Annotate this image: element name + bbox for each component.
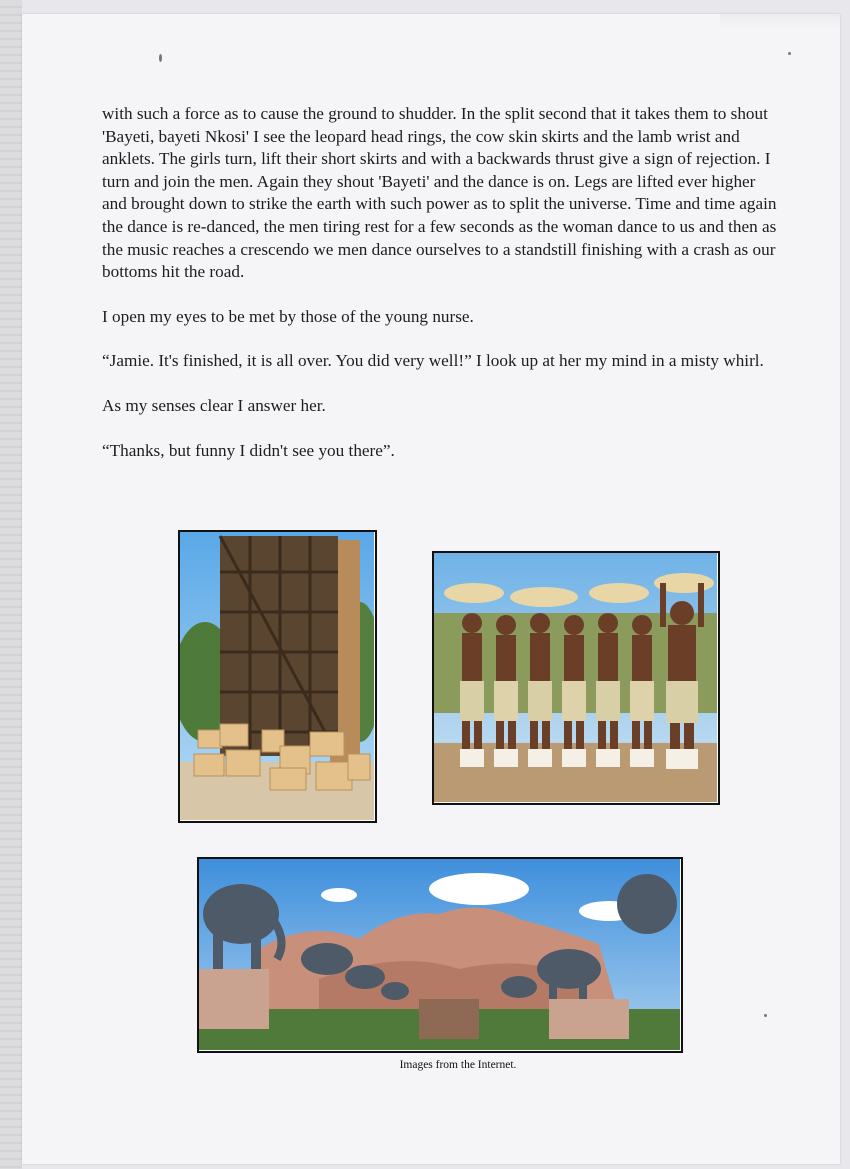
- body-text: [102, 103, 782, 484]
- paragraph-jamie: “Jamie. It's finished, it is all over. You did very well!” I look up at her my mind in a misty whirl.: [102, 351, 764, 371]
- dust-speck: [788, 52, 791, 55]
- scan-edge: [0, 0, 22, 1169]
- photo-elephants: [197, 857, 683, 1053]
- photo-gate: [178, 530, 377, 823]
- page-fold: [720, 14, 840, 30]
- image-caption: Images from the Internet.: [399, 1059, 517, 1071]
- paragraph-senses: As my senses clear I answer her.: [102, 395, 326, 415]
- elephants-image: [199, 859, 680, 1050]
- paragraph-nurse: I open my eyes to be met by those of the young nurse.: [102, 306, 474, 326]
- dust-speck: [764, 1014, 767, 1017]
- dust-speck: [159, 54, 162, 62]
- paragraph-thanks: “Thanks, but funny I didn't see you there”.: [102, 440, 395, 460]
- gate-image: [180, 532, 374, 820]
- document-page: [22, 14, 840, 1164]
- photo-dancers: [432, 551, 720, 805]
- dancers-image: [434, 553, 717, 802]
- paragraph-dance: with such a force as to cause the ground to shudder. In the split second that it takes them to shout 'Bayeti, bayeti Nkosi' I see the leopard head rings, the cow skin skirts and the lamb wrist and anklets. The girls turn, lift their short skirts and with a backwards thrust give a sign of rejection. I turn and join the men. Again they shout 'Bayeti' and the dance is on. Legs are lifted ever higher and brought down to strike the earth with such power as to split the universe. Time and time again the dance is re-danced, the men tiring rest for a few seconds as the woman dance to us and then as the music reaches a crescendo we men dance ourselves to a standstill finishing with a crash as our bottoms hit the road.: [102, 104, 777, 282]
